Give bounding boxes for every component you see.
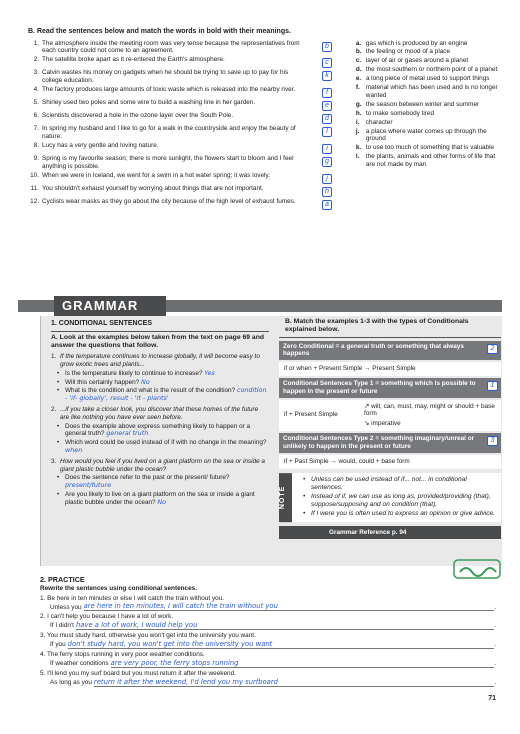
zero-conditional-title: Zero Conditional = a general truth or something that always happens 2 [279,341,501,361]
practice-section [40,576,496,689]
practice-item: 5. I'll lend you my surf board but you must return it after the weekend. As long as you return it after the weekend, I'd lend you my surfboard . [40,669,496,686]
definitions-list [350,40,498,212]
grammar-panel [40,316,502,566]
definition-text: gas which is produced by an engine [365,39,468,47]
sentence-row: 6. Scientists discovered a hole in the ozone layer over the South Pole. d [28,112,350,124]
practice-answer-field[interactable]: have a lot of work, I would help you [76,621,494,630]
note-box [279,473,501,522]
practice-sentence: You must study hard, otherwise you won't get into the university you want. [47,632,256,640]
type1-title: Conditional Sentences Type 1 = something which is possible to happen in the present or future 1 [279,378,501,398]
grammar-reference[interactable]: Grammar Reference p. 94 [279,526,501,540]
sentence-row: 2. The satellite broke apart as it re-entered the Earth's atmosphere. c [28,56,350,68]
practice-list [40,595,496,687]
practice-heading: 2. PRACTICE [40,575,85,584]
definition-row: j. a place where water comes up through the ground [356,128,498,144]
note-1: • Unless can be used instead of if... not... in conditional sentences. [297,476,496,492]
answer-box[interactable]: k [322,71,332,81]
answer-box[interactable]: j [322,174,332,184]
sentence-row: 9. Spring is my favourite season; there is more sunlight, the flowers start to bloom and I feel anything is possible. g [28,155,350,171]
sentence-row: 7. In spring my husband and I like to go for a walk in the countryside and enjoy the beauty of nature. l [28,125,350,141]
zero-formula: if or when + Present Simple → Present Simple [279,362,501,376]
q1-bullet-2: • Will this certainly happen? No [51,379,269,387]
sentence-text: The factory produces large amounts of toxic waste which is released into the nearby river. [42,86,296,94]
sentence-text: Calvin wastes his money on gadgets when he should be trying to save up to pay for his college education. [42,69,289,85]
note-2: • Instead of if, we can use as long as, provided/providing (that), suppose/supposing and on condition (that). [297,493,496,509]
q2-answer-2[interactable]: when [65,446,83,455]
q3-answer-1[interactable]: present/future [65,481,112,490]
practice-sentence: Be here in ten minutes or else I will catch the train without you. [47,594,225,602]
q2-bullet-2: • Which word could be used instead of if with no change in the meaning? when [51,439,269,455]
arrow-down-right-icon: ↘ imperative [364,420,401,428]
grammar-part-a [51,318,269,508]
exercise-b [28,28,498,211]
exercise-b-heading: B. Read the sentences below and match the words in bold with their meanings. [28,28,291,35]
sentence-text: The atmosphere inside the meeting room was very tense because the representatives from each country could not come to an agreement. [42,39,300,55]
practice-answer-field[interactable]: are very poor, the ferry stops running [111,659,495,668]
sentence-text: Shirley used two poles and some wire to build a washing line in her garden. [42,99,256,107]
note-label: NOTE [279,473,292,522]
practice-lead: Unless you [50,603,82,611]
sentence-text: Spring is my favourite season; there is more sunlight, the flowers start to bloom and I feel anything is possible. [42,155,294,170]
q1-answer-3[interactable]: condition - 'if- globally', result - 'it - plants' [65,386,267,403]
practice-item: 4. The ferry stops running in very poor weather conditions. If weather conditions are very poor, the ferry stops running . [40,651,496,668]
sentence-text: The satellite broke apart as it re-entered the Earth's atmosphere. [42,56,225,64]
definition-row: c. layer of air or gases around a planet [356,57,498,65]
type2-answer-box[interactable]: 3 [487,436,498,446]
section-title: 1. CONDITIONAL SENTENCES [51,318,269,332]
answer-box[interactable]: i [322,144,332,154]
practice-item: 1. Be here in ten minutes or else I will catch the train without you. Unless you are here in ten minutes, I will catch the train without you . [40,594,496,611]
type2-title: Conditional Sentences Type 2 = something imaginary/unreal or unlikely to happen in the present or future 3 [279,433,501,453]
definition-row: g. the season between winter and summer [356,101,498,109]
definition-row: e. a long piece of metal used to support things [356,75,498,83]
part-a-heading: A. Look at the examples below taken from the text on page 69 and answer the questions that follow. [51,333,265,349]
sentences-list [28,40,350,212]
definition-text: character [365,118,393,126]
sentence-row: 3. Calvin wastes his money on gadgets when he should be trying to save up to pay for his college education. k [28,69,350,85]
q2-answer-1[interactable]: general truth [106,429,149,438]
question-1: 1. If the temperature continues to increase globally, it will become easy to grow exotic trees and plants... [51,353,260,368]
practice-lead: If you [50,641,66,649]
type1-answer-box[interactable]: 1 [487,381,498,391]
q1-answer-2[interactable]: No [141,377,150,386]
arrow-up-right-icon: ↗ will, can, must, may, might or should + base form [364,402,495,418]
type1-formula: if + Present Simple ↗ will, can, must, may, might or should + base form ↘ imperative [279,400,501,431]
definition-row: l. the plants, animals and other forms of life that are not made by man [356,153,498,169]
sentence-text: You shouldn't exhaust yourself by worrying about things that are not important. [42,184,264,192]
sentence-row: 10. When we were in Iceland, we went for a swim in a hot water spring; it was lovely. j [28,172,350,184]
sentence-row: 12. Cyclists wear masks as they go about the city because of the high level of exhaust fumes. a [28,198,350,210]
zero-answer-box[interactable]: 2 [487,344,498,354]
sentence-row: 5. Shirley used two poles and some wire to build a washing line in her garden. e [28,99,350,111]
practice-instruction: Rewrite the sentences using conditional sentences. [40,584,197,592]
answer-box[interactable]: h [322,187,332,197]
q3-bullet-2: • Are you likely to live on a giant platform on the sea or inside a giant plastic bubble under the ocean? No [51,491,269,507]
definition-text: to make somebody tired [365,109,435,117]
practice-item: 3. You must study hard, otherwise you won't get into the university you want. If you don't study hard, you won't get into the university you want . [40,632,496,649]
definition-row: k. to use too much of something that is valuable [356,144,498,152]
definition-text: a place where water comes up through the ground [365,127,487,143]
sentence-text: When we were in Iceland, we went for a swim in a hot water spring; it was lovely. [42,171,270,179]
practice-lead: If I didn't [50,622,74,630]
definition-text: the season between winter and summer [365,100,480,108]
note-3: • If I were you is often used to express an opinion or give advice. [297,510,496,518]
definition-row: i. character [356,119,498,127]
question-3: 3. How would you feel if you lived on a giant platform on the sea or inside a giant plastic bubble under the ocean? [51,457,265,473]
definition-text: the plants, animals and other forms of life that are not made by man [365,153,496,168]
practice-answer-field[interactable]: don't study hard, you won't get into the university you want [68,640,495,649]
answer-box[interactable]: d [322,114,332,124]
definition-text: a long piece of metal used to support things [365,75,490,83]
q1-bullet-3: • What is the condition and what is the result of the condition? condition - 'if- globally', result - 'it - plants' [51,387,269,403]
q3-bullet-1: • Does the sentence refer to the past or the present/ future? present/future [51,474,269,490]
definition-row: h. to make somebody tired [356,110,498,118]
sentence-text: Scientists discovered a hole in the ozone layer over the South Pole. [42,112,234,120]
sentence-row: 8. Lucy has a very gentle and loving nature. i [28,142,350,154]
definition-text: the most southern or northern point of a planet [365,66,498,74]
practice-lead: If weather conditions [50,660,109,668]
definition-row: b. the feeling or mood of a place [356,48,498,56]
part-b-heading: B. Match the examples 1-3 with the types of Conditionals explained below. [279,316,501,338]
practice-lead: As long as you [50,678,92,686]
practice-sentence: I can't help you because I have a lot of work. [47,613,174,621]
definition-row: a. gas which is produced by an engine [356,40,498,48]
definition-text: layer of air or gases around a planet [365,57,469,65]
question-2: 2. ...if you take a closer look, you discover that these homes of the future are like nothing you have ever seen before. [51,405,259,421]
practice-answer-field[interactable]: are here in ten minutes, I will catch the train without you [84,602,495,611]
grammar-banner [18,296,502,316]
grammar-title: GRAMMAR [54,296,166,316]
definition-text: to use too much of something that is valuable [365,144,495,152]
practice-answer-field[interactable]: return it after the weekend, I'd lend you my surfboard [94,678,494,687]
type2-formula: if + Past Simple → would, could + base form [279,455,501,469]
answer-box[interactable]: f [322,88,332,98]
practice-item: 2. I can't help you because I have a lot of work. If I didn't have a lot of work, I would help you . [40,613,496,630]
sentence-row: 11. You shouldn't exhaust yourself by worrying about things that are not important. h [28,185,350,197]
sentence-text: In spring my husband and I like to go for a walk in the countryside and enjoy the beauty of nature. [42,125,296,141]
answer-box[interactable]: g [322,157,332,167]
q1-answer-1[interactable]: Yes [204,368,215,377]
practice-sentence: I'll lend you my surf board but you must return it after the weekend. [47,669,236,677]
practice-sentence: The ferry stops running in very poor weather conditions. [47,651,205,659]
definition-row: d. the most southern or northern point of a planet [355,66,498,74]
answer-box[interactable]: l [322,127,332,137]
answer-box[interactable]: c [322,58,332,68]
definition-text: the feeling or mood of a place [365,48,451,56]
definition-row: f. material which has been used and is no longer wanted [355,84,498,99]
definition-text: material which has been used and is no longer wanted [365,84,498,99]
q2-bullet-1: • Does the example above express something likely to happen or a general truth? general truth [51,423,269,439]
sentence-text: Lucy has a very gentle and loving nature. [42,142,159,150]
q3-answer-2[interactable]: No [157,497,167,506]
sentence-row: 1. The atmosphere inside the meeting room was very tense because the representatives from each country could not come to an agreement. b [28,40,350,56]
sentence-row: 4. The factory produces large amounts of toxic waste which is released into the nearby river. f [28,86,350,98]
page-number: 71 [488,695,496,703]
grammar-part-b [279,316,501,539]
answer-box[interactable]: e [322,101,332,111]
answer-box[interactable]: a [322,200,332,210]
sentence-text: Cyclists wear masks as they go about the city because of the high level of exhaust fumes. [42,198,296,206]
q1-bullet-1: • Is the temperature likely to continue to increase? Yes [51,370,269,378]
answer-box[interactable]: b [322,42,332,52]
